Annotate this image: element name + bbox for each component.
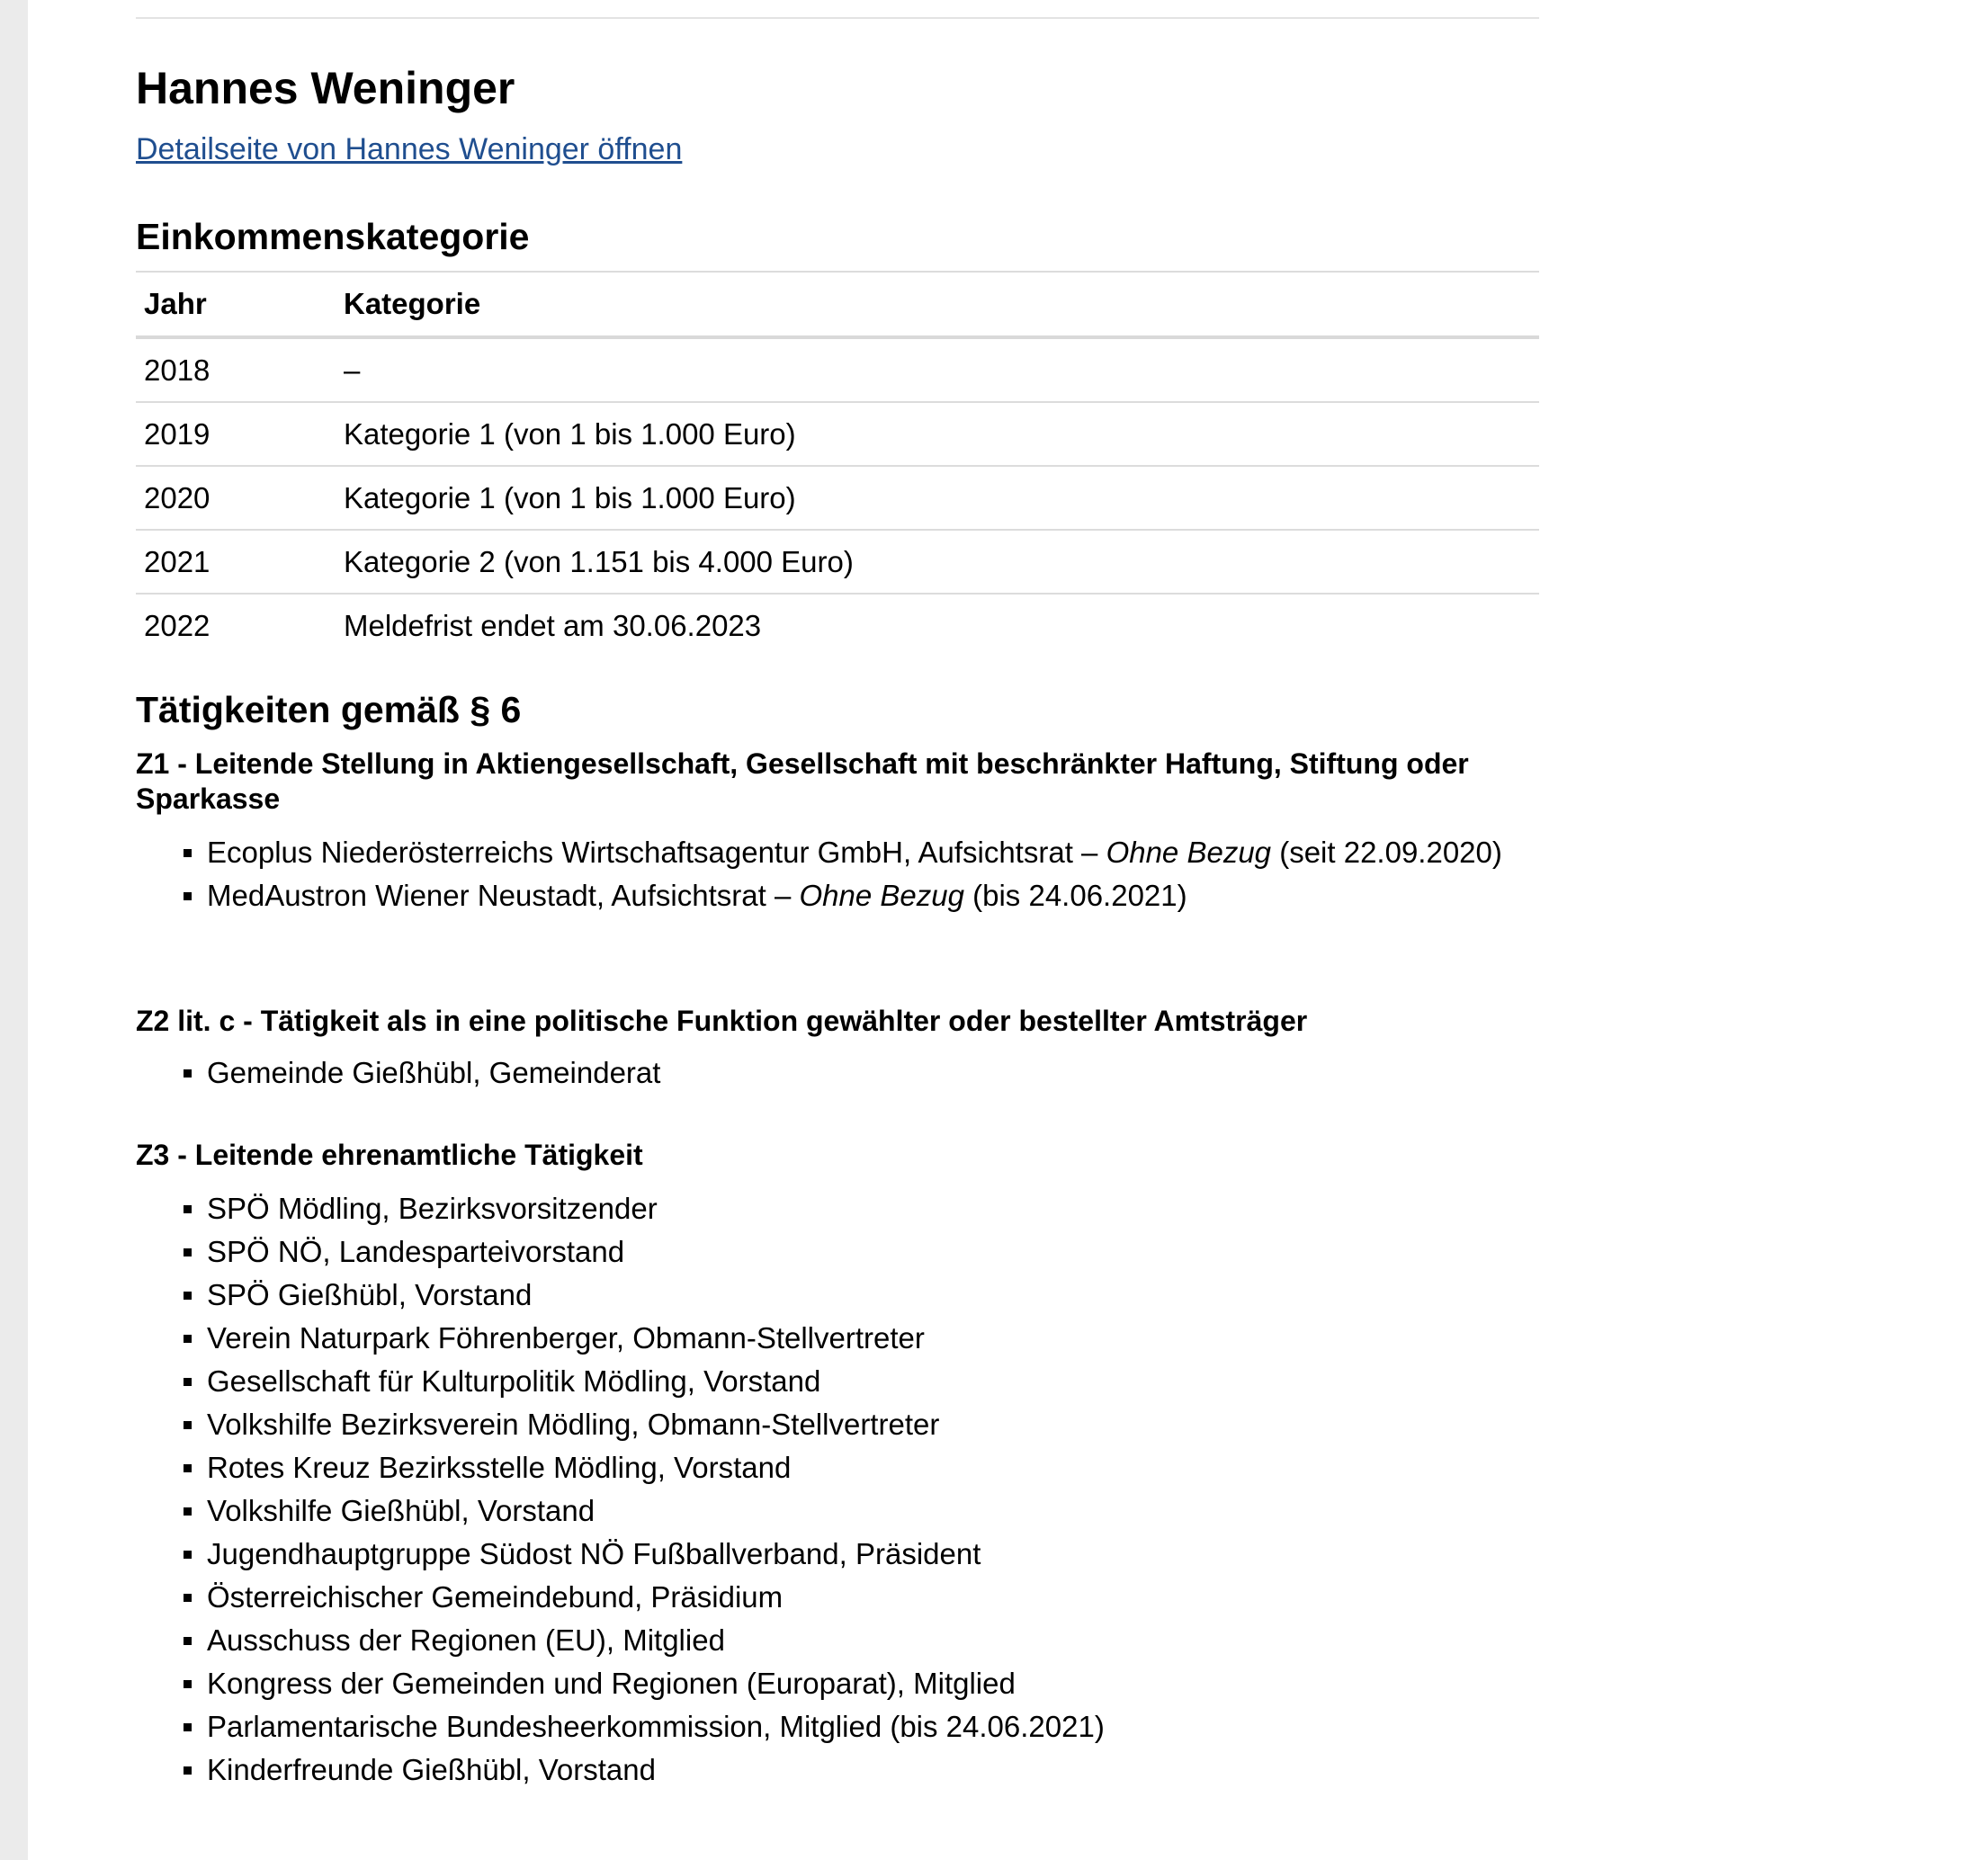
bullet-icon: [184, 1205, 192, 1213]
table-row: [136, 530, 1539, 594]
bullet-icon: [184, 1335, 192, 1343]
list-item: [136, 1662, 1556, 1705]
income-category-title: Einkommenskategorie: [136, 216, 530, 257]
entry-text: Volkshilfe Bezirksverein Mödling, Obmann-Stellvertreter: [207, 1408, 940, 1441]
bullet-icon: [184, 1378, 192, 1386]
column-header-category: Kategorie: [336, 272, 1539, 337]
cell-year: 2022: [144, 608, 210, 642]
bullet-icon: [184, 1637, 192, 1645]
cell-year: 2018: [136, 337, 336, 402]
entry-text: SPÖ NÖ, Landesparteivorstand: [207, 1235, 625, 1268]
bullet-icon: [184, 1551, 192, 1559]
list-item: [136, 874, 1556, 917]
person-name: Hannes Weninger: [136, 63, 515, 113]
entry-text: Rotes Kreuz Bezirksstelle Mödling, Vorstand: [207, 1451, 792, 1484]
detail-page-link[interactable]: Detailseite von Hannes Weninger öffnen: [136, 132, 683, 166]
entry-text: Ecoplus Niederösterreichs Wirtschaftsagentur GmbH, Aufsichtsrat –: [207, 836, 1106, 869]
list-item: [136, 1446, 1556, 1489]
entry-text: MedAustron Wiener Neustadt, Aufsichtsrat –: [207, 879, 800, 912]
top-divider: [136, 17, 1539, 19]
entry-suffix: (bis 24.06.2021): [963, 879, 1187, 912]
cell-year: 2019: [136, 402, 336, 466]
bullet-icon: [184, 1594, 192, 1602]
entry-text: Gemeinde Gießhübl, Gemeinderat: [207, 1056, 661, 1089]
bullet-icon: [184, 1507, 192, 1516]
list-item: [136, 1748, 1556, 1792]
bullet-icon: [184, 892, 192, 900]
left-sidebar-strip: [0, 0, 28, 1860]
bullet-icon: [184, 1723, 192, 1731]
cell-year: 2021: [136, 530, 336, 594]
category-z2-list: [136, 1051, 1556, 1095]
entry-text: Parlamentarische Bundesheerkommission, Mitglied (bis 24.06.2021): [207, 1710, 1105, 1743]
cell-category: Kategorie 1 (von 1 bis 1.000 Euro): [336, 402, 1539, 466]
entry-suffix: (seit 22.09.2020): [1271, 836, 1502, 869]
list-item: [136, 1051, 1556, 1095]
bullet-icon: [184, 849, 192, 857]
category-z3-list: [136, 1187, 1556, 1792]
list-item: [136, 1230, 1556, 1274]
list-item: [136, 1705, 1556, 1748]
entry-text: Jugendhauptgruppe Südost NÖ Fußballverband, Präsident: [207, 1537, 981, 1570]
entry-text: Verein Naturpark Föhrenberger, Obmann-Stellvertreter: [207, 1321, 925, 1355]
cell-category: Kategorie 1 (von 1 bis 1.000 Euro): [336, 466, 1539, 530]
table-row: [136, 594, 1539, 657]
income-table-header: [136, 272, 1539, 337]
bullet-icon: [184, 1766, 192, 1775]
cell-category: –: [336, 337, 1539, 402]
table-row: [136, 402, 1539, 466]
list-item: [136, 1533, 1556, 1576]
list-item: [136, 1360, 1556, 1403]
bullet-icon: [184, 1069, 192, 1078]
cell-category: Meldefrist endet am 30.06.2023: [344, 608, 762, 642]
list-item: [136, 1187, 1556, 1230]
table-row: [136, 466, 1539, 530]
bullet-icon: [184, 1680, 192, 1688]
income-table: [136, 271, 1539, 657]
category-z2-heading: Z2 lit. c - Tätigkeit als in eine politische Funktion gewählter oder bestellter Amtsträger: [136, 1005, 1308, 1037]
list-item: [136, 1274, 1556, 1317]
entry-text: Ausschuss der Regionen (EU), Mitglied: [207, 1623, 725, 1657]
list-item: [136, 1576, 1556, 1619]
entry-text: Kongress der Gemeinden und Regionen (Europarat), Mitglied: [207, 1667, 1016, 1700]
entry-text: Österreichischer Gemeindebund, Präsidium: [207, 1580, 784, 1614]
bullet-icon: [184, 1248, 192, 1256]
list-item: [136, 1489, 1556, 1533]
entry-text: Volkshilfe Gießhübl, Vorstand: [207, 1494, 596, 1527]
cell-category: Kategorie 2 (von 1.151 bis 4.000 Euro): [336, 530, 1539, 594]
column-header-year: Jahr: [136, 272, 336, 337]
bullet-icon: [184, 1421, 192, 1429]
entry-emphasis: Ohne Bezug: [1106, 836, 1272, 869]
table-row: [136, 337, 1539, 402]
list-item: [136, 1317, 1556, 1360]
category-z3-heading: Z3 - Leitende ehrenamtliche Tätigkeit: [136, 1139, 643, 1171]
entry-emphasis: Ohne Bezug: [799, 879, 964, 912]
bullet-icon: [184, 1464, 192, 1472]
entry-text: Kinderfreunde Gießhübl, Vorstand: [207, 1753, 656, 1786]
list-item: [136, 1619, 1556, 1662]
category-z1-heading: Z1 - Leitende Stellung in Aktiengesellschaft, Gesellschaft mit beschränkter Haftung, Stiftung oder Sparkasse: [136, 747, 1469, 815]
category-z1-list: [136, 831, 1556, 917]
entry-text: Gesellschaft für Kulturpolitik Mödling, Vorstand: [207, 1364, 821, 1398]
cell-year: 2020: [136, 466, 336, 530]
activities-title: Tätigkeiten gemäß § 6: [136, 689, 522, 730]
entry-text: SPÖ Gießhübl, Vorstand: [207, 1278, 533, 1311]
entry-text: SPÖ Mödling, Bezirksvorsitzender: [207, 1192, 658, 1225]
list-item: [136, 1403, 1556, 1446]
bullet-icon: [184, 1292, 192, 1300]
list-item: [136, 831, 1556, 874]
